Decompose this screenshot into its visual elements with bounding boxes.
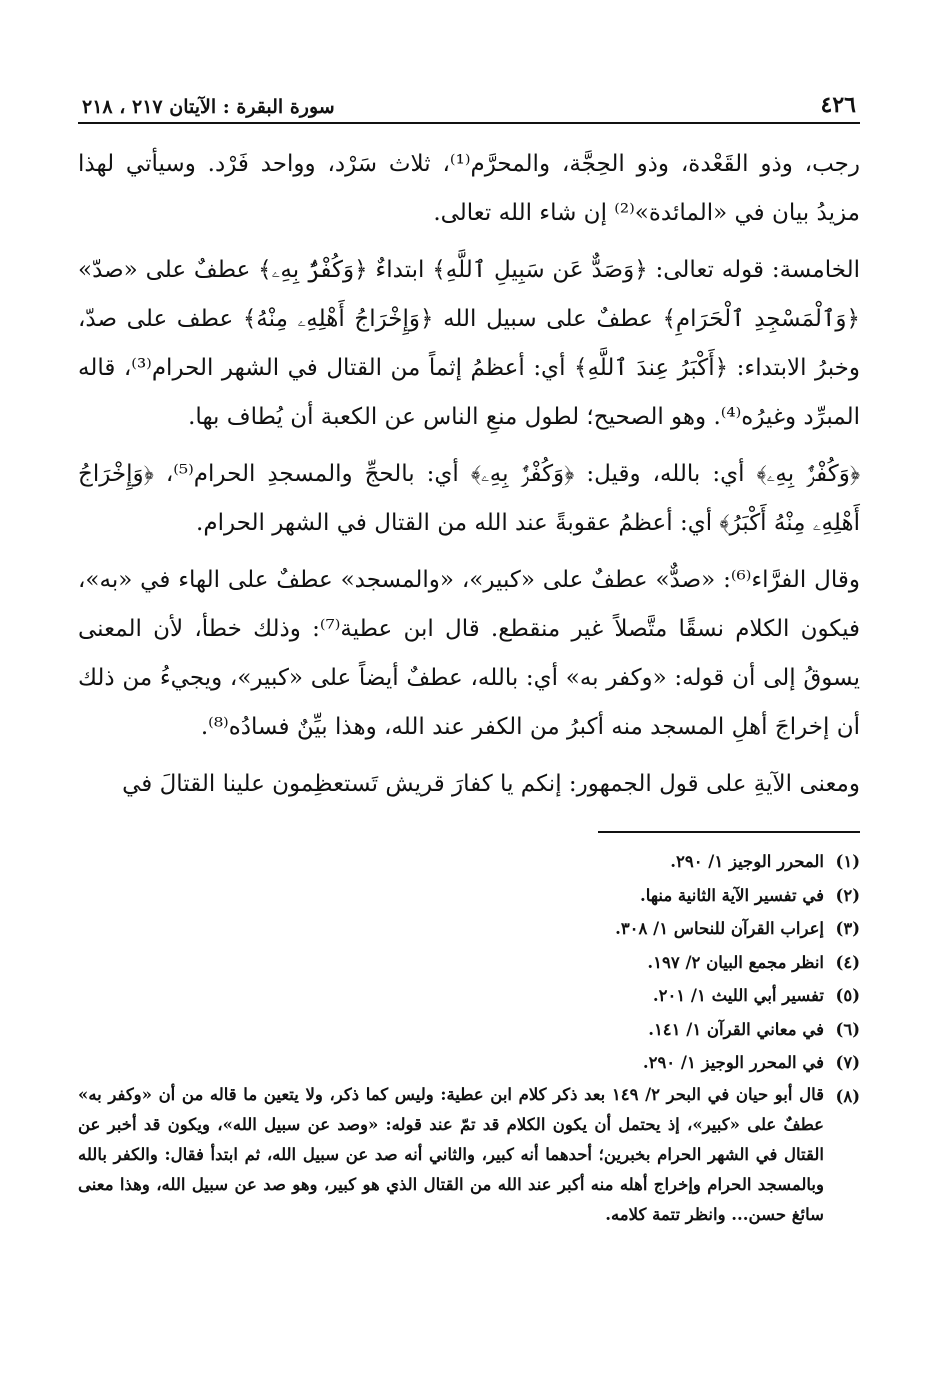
footnote [78,1080,860,1230]
page-number: ٤٢٦ [820,92,856,118]
footnote-text: تفسير أبي الليث ١/ ٢٠١. [652,986,824,1005]
footnote-number: (٢) [835,885,860,905]
footnote [78,979,860,1013]
footnote-separator [598,831,860,833]
footnote-text: انظر مجمع البيان ٢/ ١٩٧. [647,952,824,972]
footnote-number: (٦) [835,1019,860,1039]
footnote-number: (٨) [835,1086,860,1106]
running-header [78,76,860,124]
main-text [78,140,860,809]
paragraph: الخامسة: قوله تعالى: ﴿وَصَدٌّ عَن سَبِيلِ ٱللَّهِ﴾ ابتداءٌ ﴿وَكُفْرٌۢ بِهِۦ﴾ عطفٌ على «صدّ» ﴿وَٱلْمَسْجِدِ ٱلْحَرَامِ﴾ عطفٌ على سبيل الله ﴿وَإِخْرَاجُ أَهْلِهِۦ مِنْهُ﴾ عطف على صدّ، وخبرُ الابتداء: ﴿أَكْبَرُ عِندَ ٱللَّهِ﴾ أي: أعظمُ إثماً من القتال في الشهر الحرام⁽³⁾، قاله المبرِّد وغيرُه⁽⁴⁾. وهو الصحيح؛ لطول منعِ الناس عن الكعبة أن يُطاف بها. [78,257,860,430]
paragraph: وقال الفرَّاء⁽⁶⁾: «صدٌّ» عطفٌ على «كبير»، «والمسجد» عطفٌ على الهاء في «به»، فيكون الكلام نسقًا متَّصلاً غير منقطع. قال ابن عطية⁽⁷⁾: وذلك خطأ، لأن المعنى يسوقُ إلى أن قوله: «وكفر به» أي: بالله، عطفٌ أيضاً على «كبير»، ويجيءُ من ذلك أن إخراجَ أهلِ المسجد منه أكبرُ من الكفر عند الله، وهذا بيِّنٌ فسادُه⁽⁸⁾. [78,567,861,740]
footnote [78,1046,860,1080]
footnotes [78,845,860,1230]
footnote-number: (٤) [835,952,860,972]
footnote [78,879,860,913]
footnote [78,912,860,946]
footnote-text: المحرر الوجيز ١/ ٢٩٠. [670,852,824,871]
footnote [78,1013,860,1047]
footnote-text: في تفسير الآية الثانية منها. [639,885,824,905]
book-page [78,76,860,1344]
paragraph: ومعنى الآيةِ على قول الجمهور: إنكم يا كفارَ قريش تَستعظِمون علينا القتالَ في [122,771,860,797]
footnote [78,845,860,879]
footnote-number: (١) [835,852,860,871]
footnote-text: قال أبو حيان في البحر ٢/ ١٤٩ بعد ذكر كلام ابن عطية: وليس كما ذكر، ولا يتعين ما قاله من أن «وكفر به» عطفٌ على «كبير»، إذ يحتمل أن يكون الكلام قد تمّ عند قوله: «وصد عن سبيل الله»، ويكون قد أخبر عن القتال في الشهر الحرام بخبرين؛ أحدهما أنه كبير، والثاني أنه صد عن سبيل الله، ثم ابتدأ فقال: والكفر بالله وبالمسجد الحرام وإخراج أهله منه أكبر عند الله من القتال الذي هو كبير، وهو صد عن سبيل الله، وهذا معنى سائغ حسن... وانظر تتمة كلامه. [78,1084,824,1224]
footnote-text: في معاني القرآن ١/ ١٤١. [648,1019,824,1039]
footnote [78,946,860,980]
footnote-text: في المحرر الوجيز ١/ ٢٩٠. [642,1053,824,1072]
footnote-number: (٥) [835,986,860,1005]
footnote-number: (٧) [835,1053,860,1072]
footnote-text: إعراب القرآن للنحاس ١/ ٣٠٨. [615,919,824,938]
footnote-number: (٣) [835,919,860,938]
paragraph: رجب، وذو القَعْدة، وذو الحِجَّة، والمحرَّم⁽¹⁾، ثلاث سَرْد، وواحد فَرْد. وسيأتي لهذا مزيدُ بيان في «المائدة»⁽²⁾ إن شاء الله تعالى. [78,151,860,226]
running-title: سورة البقرة : الآيتان ٢١٧ ، ٢١٨ [82,96,335,118]
paragraph: ﴿وَكُفْرٌۢ بِهِۦ﴾ أي: بالله، وقيل: ﴿وَكُفْرٌۢ بِهِۦ﴾ أي: بالحجِّ والمسجدِ الحرام⁽⁵⁾، ﴿وَإِخْرَاجُ أَهْلِهِۦ مِنْهُ أَكْبَرُ﴾ أي: أعظمُ عقوبةً عند الله من القتال في الشهر الحرام. [78,461,861,536]
